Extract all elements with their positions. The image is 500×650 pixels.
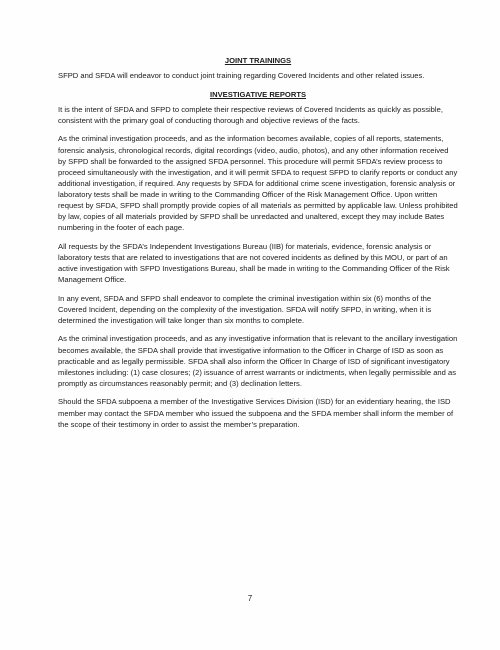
paragraph-six-months: In any event, SFDA and SFPD shall endeavor to complete the criminal investigation within six (6) months of the Covered Incident, depending on the complexity of the investigation. SFDA will notify SFPD, in writing, when it is determined the investigation will take longer than six months to complete. bbox=[58, 293, 432, 325]
page-number: 7 bbox=[247, 594, 253, 603]
section-heading-joint-trainings: JOINT TRAININGS bbox=[224, 56, 292, 65]
paragraph-iib-requests: All requests by the SFDA’s Independent Investigations Bureau (IIB) for materials, evidence, forensic analysis or laboratory tests that are related to investigations that are not covered incidents as defined by this MOU, or part of an active investigation with SFPD Investigations Bureau, shall be made in writing to the Commanding Officer of the Risk Management Office. bbox=[58, 241, 450, 285]
paragraph-joint-trainings: SFPD and SFDA will endeavor to conduct joint training regarding Covered Incidents and other related issues. bbox=[58, 71, 425, 81]
paragraph-criminal-investigation-copies: As the criminal investigation proceeds, and as the information becomes available, copies of all reports, statements, forensic analysis, chronological records, digital recordings (video, audio, photos), and any other information received by SFPD shall be forwarded to the assigned SFDA personnel. This procedure will permit SFDA’s review process to proceed simultaneously with the investigation, and it will permit SFDA to request SFPD to clarify reports or conduct any additional investigation, if required. Any requests by SFDA for additional crime scene investigation, forensic analysis or laboratory tests shall be made in writing to the Commanding Officer of the Risk Management Office. Upon written request by SFDA, SFPD shall promptly provide copies of all materials as permitted by applicable law. Unless prohibited by law, copies of all materials provided by SFPD shall be unredacted and unaltered, except they may include Bates numbering in the footer of each page. bbox=[58, 134, 458, 233]
paragraph-ancillary-investigation: As the criminal investigation proceeds, and as any investigative information that is relevant to the ancillary investigation becomes available, the SFDA shall provide that investigative information to the Officer in Charge of ISD as soon as practicable and as legally permissible. SFDA shall also inform the Officer In Charge of ISD of significant investigatory milestones including: (1) case closures; (2) issuance of arrest warrants or indictments, when legally permissible and as promptly as circumstances reasonably permit; and (3) declination letters. bbox=[58, 334, 458, 388]
paragraph-subpoena: Should the SFDA subpoena a member of the Investigative Services Division (ISD) for an evidentiary hearing, the ISD member may contact the SFDA member who issued the subpoena and the SFDA member shall inform the member of the scope of their testimony in order to assist the member’s preparation. bbox=[58, 397, 454, 429]
paragraph-intent: It is the intent of SFDA and SFPD to complete their respective reviews of Covered Incidents as quickly as possible, consistent with the primary goal of conducting thorough and objective reviews of the facts. bbox=[58, 104, 443, 125]
section-heading-investigative-reports: INVESTIGATIVE REPORTS bbox=[209, 89, 307, 99]
document-body bbox=[58, 55, 458, 437]
